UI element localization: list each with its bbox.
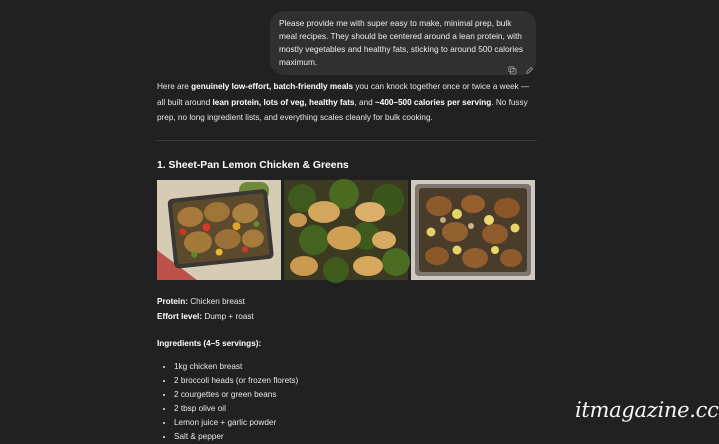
intro-text-4: . No fussy prep, no long ingredient lists, and everything scales cleanly for bulk cooking.	[157, 97, 528, 122]
edit-icon[interactable]	[525, 62, 534, 71]
list-item: • Lemon juice + garlic powder	[174, 416, 537, 430]
message-actions	[508, 62, 534, 71]
image-gallery	[157, 180, 537, 280]
protein-value: Chicken breast	[187, 296, 245, 306]
recipe-photo-3[interactable]	[411, 180, 535, 280]
ingredients-list	[157, 360, 537, 444]
protein-label: Protein:	[157, 296, 188, 306]
intro-text-2: you can knock together once or twice a week — all built around	[157, 82, 530, 107]
recipe-photo-2[interactable]	[284, 180, 408, 280]
ingredients-heading: Ingredients (4–5 servings):	[157, 338, 262, 348]
copy-icon[interactable]	[508, 62, 517, 71]
list-item: • 1kg chicken breast	[174, 360, 537, 374]
intro-bold-1: genuinely low-effort, batch-friendly meals	[191, 82, 354, 91]
recipe-photo-1[interactable]	[157, 180, 281, 280]
user-message-text: Please provide me with super easy to make, minimal prep, bulk meal recipes. They should be centered around a lean protein, with mostly vegetables and healthy fats, sticking to around 500 calories maximum.	[279, 18, 523, 67]
intro-bold-3: ~400–500 calories per serving	[374, 97, 492, 107]
intro-text-3: , and	[354, 97, 375, 107]
list-item: • 2 broccoli heads (or frozen florets)	[174, 374, 537, 388]
effort-label: Effort level:	[157, 311, 203, 321]
section-divider	[157, 140, 537, 141]
user-message-bubble	[270, 11, 536, 75]
watermark: itmagazine.cc	[575, 398, 719, 422]
protein-line	[157, 294, 537, 309]
list-item: • 2 tbsp olive oil	[174, 402, 537, 416]
effort-value: Dump + roast	[202, 311, 254, 321]
assistant-message	[157, 79, 537, 444]
effort-line	[157, 309, 537, 324]
list-item: • 2 courgettes or green beans	[174, 388, 537, 402]
intro-text-1: Here are	[157, 82, 192, 91]
intro-bold-2: lean protein, lots of veg, healthy fats	[212, 97, 355, 107]
recipe-title: 1. Sheet-Pan Lemon Chicken & Greens	[157, 159, 349, 171]
list-item: • Salt & pepper	[174, 430, 537, 444]
recipe-meta	[157, 294, 537, 324]
intro-paragraph	[157, 79, 537, 126]
